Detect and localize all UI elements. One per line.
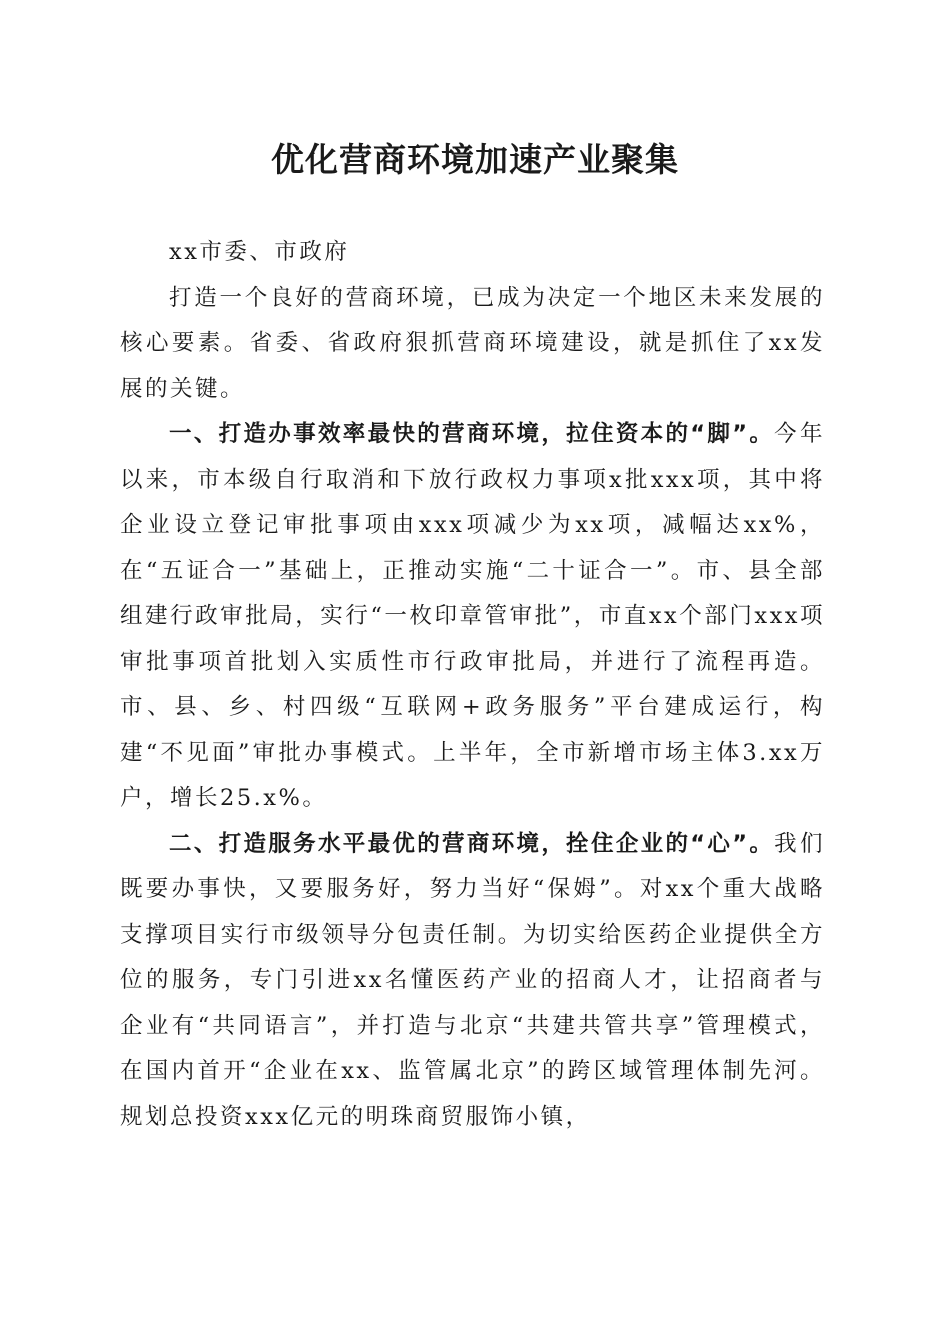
section-paragraph-2 [120,822,825,1141]
section-paragraph-1 [120,412,825,822]
intro-paragraph: 打造一个良好的营商环境，已成为决定一个地区未来发展的核心要素。省委、省政府狠抓营商环境建设，就是抓住了xx发展的关键。 [120,284,825,402]
addressee: xx市委、市政府 [169,239,350,265]
section-heading-2: 二、打造服务水平最优的营商环境，拴住企业的“心”。 [169,830,775,857]
section-body-1: 今年以来，市本级自行取消和下放行政权力事项x批xxx项，其中将企业设立登记审批事项由xxx项减少为xx项，减幅达xx%，在“五证合一”基础上，正推动实施“二十证合一”。市、县全部组建行政审批局，实行“一枚印章管审批”，市直xx个部门xxx项审批事项首批划入实质性市行政审批局，并进行了流程再造。市、县、乡、村四级“互联网+政务服务”平台建成运行，构建“不见面”审批办事模式。上半年，全市新增市场主体3.xx万户，增长25.x%。 [120,421,825,811]
section-heading-1: 一、打造办事效率最快的营商环境，拉住资本的“脚”。 [169,421,775,447]
section-body-2: 我们既要办事快，又要服务好，努力当好“保姆”。对xx个重大战略支撑项目实行市级领导分包责任制。为切实给医药企业提供全方位的服务，专门引进xx名懂医药产业的招商人才，让招商者与企业有“共同语言”，并打造与北京“共建共管共享”管理模式，在国内首开“企业在xx、监管属北京”的跨区域管理体制先河。规划总投资xxx亿元的明珠商贸服饰小镇， [120,830,825,1130]
document-title: 优化营商环境加速产业聚集 [271,140,679,179]
document-body [120,230,825,1140]
